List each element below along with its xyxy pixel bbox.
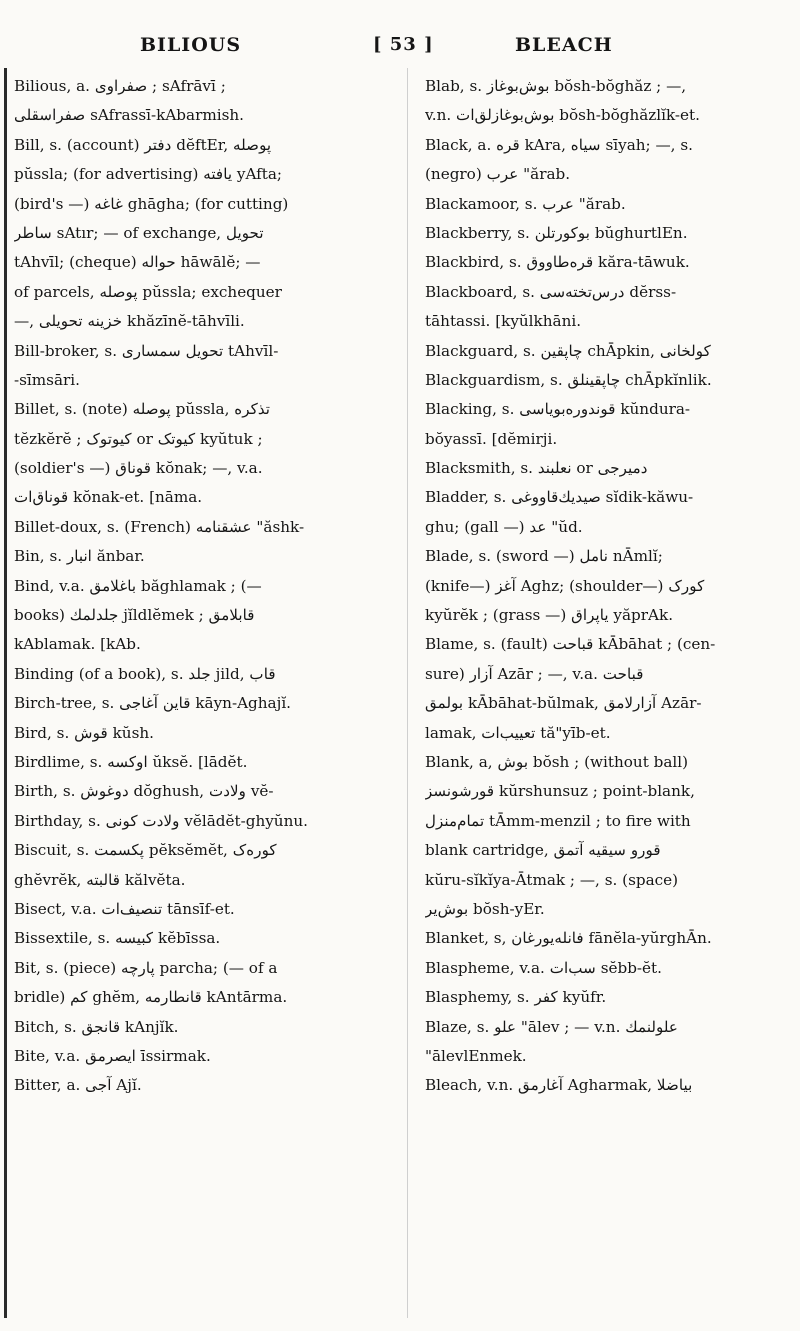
left-margin-rule [4,68,7,1318]
dictionary-line: Binding (of a book), s. جلد jild, قاب [14,664,276,683]
dictionary-line: tāhtassi. [kyŭlkhāni. [425,312,582,331]
dictionary-line: ghu; (gall —) عد "ŭd. [425,517,583,536]
dictionary-line: Billet, s. (note) پوصله pŭssla, تذکره [14,400,271,419]
dictionary-line: Blame, s. (fault) قباحت kĀbāhat ; (cen- [425,635,716,654]
dictionary-line: Blade, s. (sword —) نامل nĀmlĭ; [425,547,663,566]
dictionary-line: Bladder, s. صیدیك‌قاووغی sĭdik-kăwu- [425,488,694,507]
dictionary-line: kŭru-sĭkĭya-Ātmak ; —, s. (space) [425,870,679,889]
dictionary-line: ساطر sAtır; — of exchange, تحویل [14,223,264,242]
dictionary-line: lamak, تعییب‌ات tă"yīb-et. [425,723,611,742]
dictionary-line: blank cartridge, قورو سیقیه آتمق [425,841,661,860]
dictionary-line: Blanket, s, فانله‌یورغان fānĕla-yŭrghĀn. [425,929,712,948]
dictionary-line: Biscuit, s. پکسمت pĕksĕmĕt, کوره‌ک [14,841,277,860]
dictionary-line: Birdlime, s. اوکسه ŭksĕ. [lādĕt. [14,752,248,771]
dictionary-line: Blank, a, بوش bŏsh ; (without ball) [425,752,689,771]
dictionary-line: tAhvīl; (cheque) حواله hāwālĕ; — [14,253,261,272]
dictionary-line: Blackguardism, s. چاپقینلق chĀpkĭnlik. [425,370,712,389]
dictionary-line: Blaspheme, v.a. سب‌ات sĕbb-ĕt. [425,958,662,977]
header-first-entry: BILIOUS [140,34,242,56]
dictionary-line: Birth, s. دوغوش dŏghush, ولادت vĕ- [14,782,274,801]
dictionary-line: بولمق kĀbāhat-bŭlmak, آزارلامق Azār- [425,694,702,713]
dictionary-line: Bitter, a. آجی Ajĭ. [14,1076,142,1095]
dictionary-line: قورشونسز kŭrshunsuz ; point-blank, [425,782,695,801]
dictionary-line: kyŭrĕk ; (grass —) یاپراق yăprAk. [425,606,674,625]
dictionary-line: (bird's —) غاغه ghāgha; (for cutting) [14,194,289,213]
dictionary-line: bridle) کم ghĕm, قانطارمه kAntārma. [14,988,288,1007]
dictionary-line: Bisect, v.a. تنصیف‌ات tānsīf-et. [14,899,235,918]
dictionary-line: Blasphemy, s. کفر kyŭfr. [425,988,607,1007]
header-last-entry: BLEACH [515,34,613,56]
dictionary-line: of parcels, پوصله pŭssla; exchequer [14,282,282,301]
dictionary-line: Blackbird, s. قره‌طاووق kăra-tāwuk. [425,253,690,272]
dictionary-line: v.n. بوش‌بوغازلق‌ات bŏsh-bŏghăzlĭk-et. [425,106,700,125]
column-divider [407,68,408,1318]
dictionary-line: Bleach, v.n. آغارمق Agharmak, بیاضلا [425,1076,693,1095]
dictionary-line: pŭssla; (for advertising) یافته yAfta; [14,165,283,184]
dictionary-line: Blab, s. بوش‌بوغاز bŏsh-bŏghăz ; —, [425,77,687,95]
dictionary-line: تمام‌منزل tĀmm-menzil ; to fire with [425,811,691,830]
dictionary-line: Birthday, s. ولادت کونی vĕlādĕt-ghyŭnu. [14,811,308,830]
dictionary-line: bŏyassī. [dĕmirji. [425,429,558,448]
dictionary-line: books) جلدلمك jĭldlĕmek ; قابلامق [14,606,255,625]
dictionary-line: —, خزینه تحویلی khăzīnĕ-tāhvīli. [14,312,245,331]
dictionary-line: Blacksmith, s. نعلبند or دمیرجی [425,459,648,478]
dictionary-line: Blackguard, s. چاپقین chĀpkin, کولخانی [425,341,711,360]
dictionary-line: Bin, s. انبار ănbar. [14,547,145,566]
dictionary-line: صفراسقلی sAfrassī-kAbarmish. [14,106,244,125]
dictionary-line: Blackamoor, s. عرب "ărab. [425,194,626,213]
dictionary-line: Bite, v.a. ایصرمق īssirmak. [14,1046,211,1065]
dictionary-line: Bit, s. (piece) پارچه parcha; (— of a [14,958,278,977]
dictionary-line: Black, a. قره kAra, سیاه sīyah; —, s. [425,135,693,154]
dictionary-line: Billet-doux, s. (French) عشقنامه "ăshk- [14,517,305,536]
dictionary-line: (knife—) آغز Aghz; (shoulder—) کورک [425,576,705,595]
dictionary-line: Blacking, s. قوندوره‌بویاسی kŭndura- [425,400,691,419]
dictionary-line: بوش‌یر bŏsh-yEr. [425,899,545,918]
dictionary-line: (soldier's —) قوناق kŏnak; —, v.a. [14,459,263,478]
dictionary-line: Blaze, s. علو "ālev ; — v.n. علولنمك [425,1017,678,1036]
dictionary-line: Blackboard, s. درس‌تخته‌سی dĕrss- [425,282,677,301]
left-column [14,72,396,1101]
dictionary-line: Blackberry, s. بوکورتلن bŭghurtlEn. [425,223,688,242]
dictionary-line: Bill-broker, s. تحویل سمساری tAhvīl- [14,341,279,360]
page-header [0,30,800,60]
dictionary-line: sure) آزار Azār ; —, v.a. قباحت [425,664,644,683]
dictionary-line: Bissextile, s. کبیسه kĕbīssa. [14,929,221,948]
dictionary-line: ghĕvrĕk, قالبته kălvĕta. [14,870,186,889]
dictionary-line: Birch-tree, s. قاین آغاجی kāyn-Aghajĭ. [14,694,291,713]
dictionary-line: tĕzkĕrĕ ; کیوتوک or کیوتک kyŭtuk ; [14,429,263,448]
page-number: [ 53 ] [373,34,434,55]
dictionary-line: Bitch, s. قانجق kAnjĭk. [14,1017,179,1036]
dictionary-line: "ālevlEnmek. [425,1046,527,1065]
dictionary-line: kAblamak. [kAb. [14,635,141,654]
dictionary-line: Bird, s. قوش kŭsh. [14,723,154,742]
dictionary-line: Bind, v.a. باغلامق băghlamak ; (— [14,576,262,595]
dictionary-line: (negro) عرب "ărab. [425,165,571,184]
right-column [425,72,789,1101]
dictionary-line: -sīmsāri. [14,370,80,389]
dictionary-line: Bill, s. (account) دفتر dĕftEr, پوصله [14,135,272,154]
dictionary-line: Bilious, a. صفراوی ; sAfrāvī ; [14,77,226,95]
dictionary-line: قوناق‌ات kŏnak-et. [nāma. [14,488,203,507]
